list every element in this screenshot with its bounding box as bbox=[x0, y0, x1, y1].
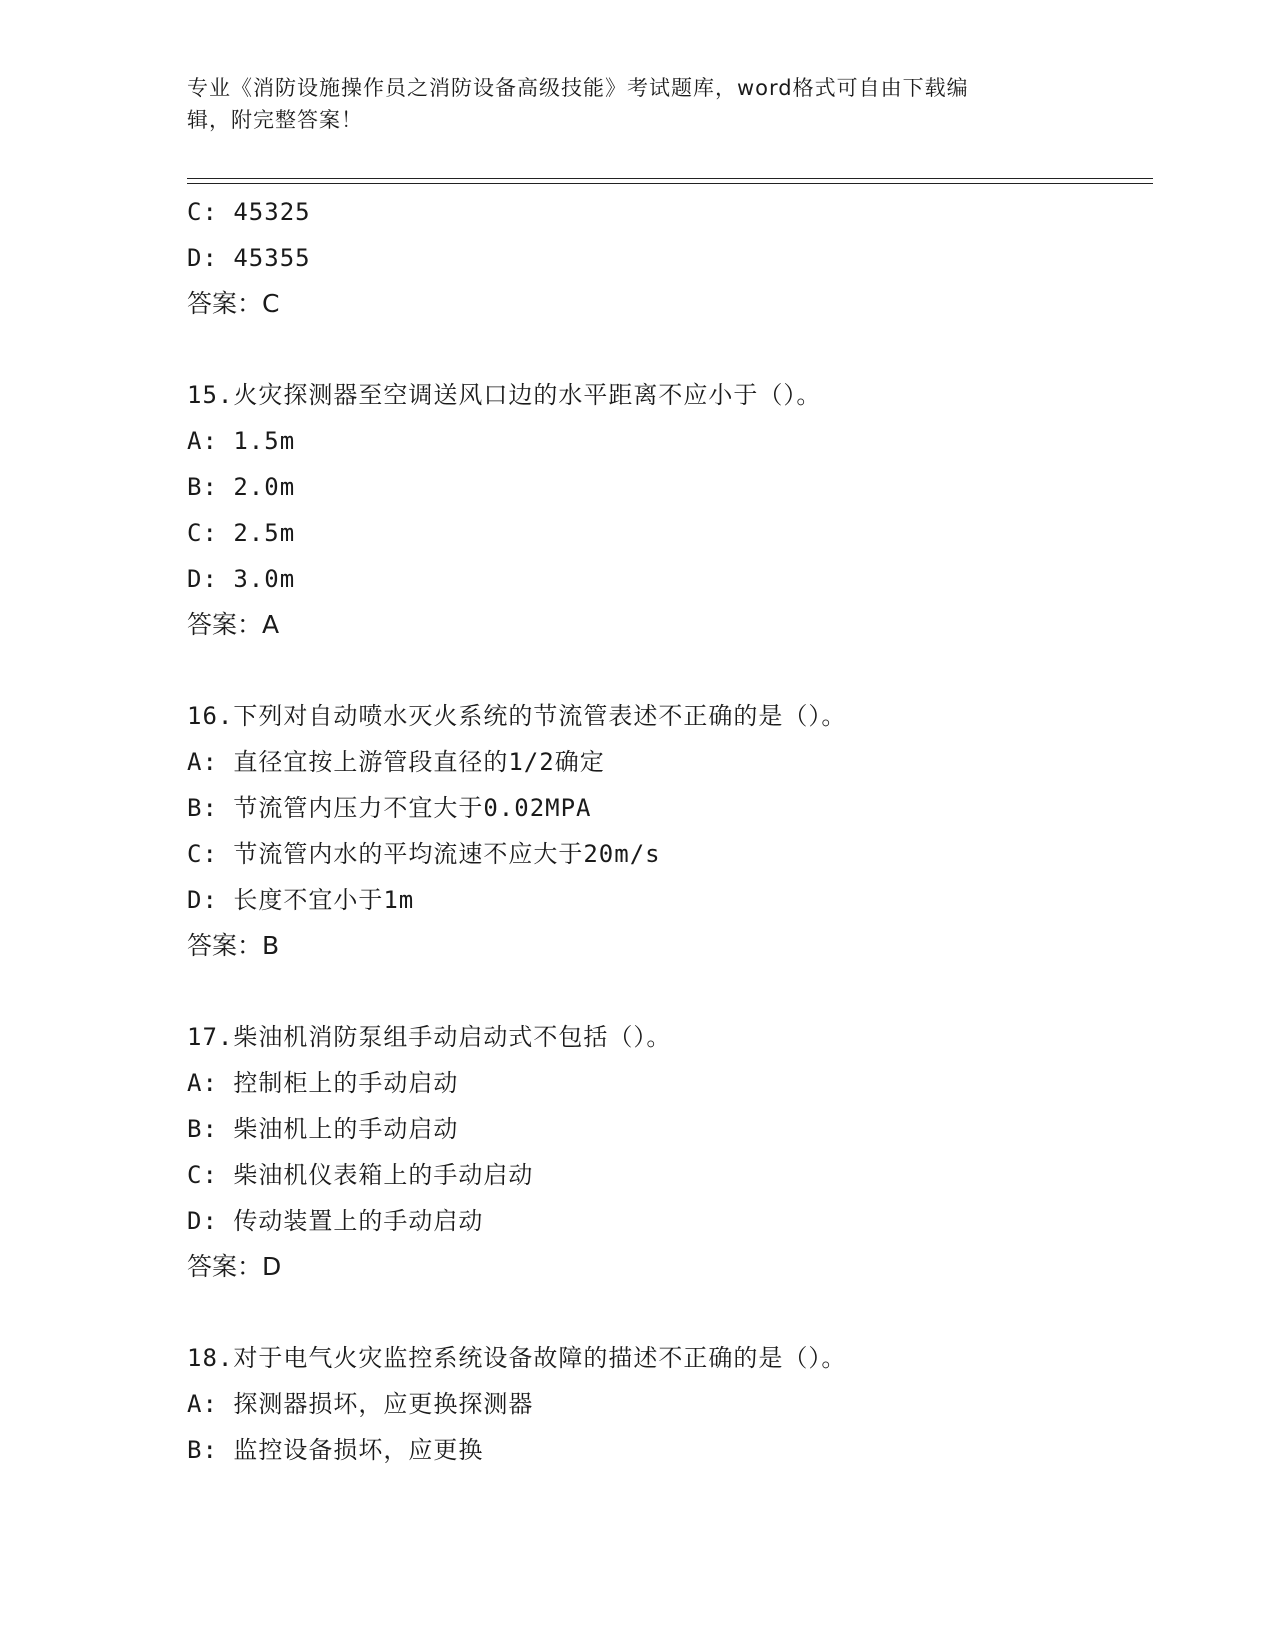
spacer bbox=[187, 969, 1153, 1014]
question-16 bbox=[187, 693, 1153, 969]
header-divider-bottom bbox=[187, 183, 1153, 184]
question-stem: 16.下列对自动喷水灭火系统的节流管表述不正确的是（）。 bbox=[187, 702, 847, 730]
option-d: D: 3.0m bbox=[187, 565, 296, 593]
spacer bbox=[187, 327, 1153, 372]
answer-line: 答案：D bbox=[187, 1252, 282, 1281]
option-c: C: 柴油机仪表箱上的手动启动 bbox=[187, 1161, 534, 1189]
option-b: B: 柴油机上的手动启动 bbox=[187, 1115, 459, 1143]
header-line-2: 辑，附完整答案！ bbox=[187, 108, 363, 132]
option-b: B: 2.0m bbox=[187, 473, 296, 501]
question-list bbox=[187, 189, 1153, 1473]
option-a: A: 1.5m bbox=[187, 427, 296, 455]
answer-line: 答案：C bbox=[187, 289, 280, 318]
option-c: C: 2.5m bbox=[187, 519, 296, 547]
option-d: D: 传动装置上的手动启动 bbox=[187, 1207, 484, 1235]
document-header bbox=[187, 72, 1087, 136]
question-stem: 18.对于电气火灾监控系统设备故障的描述不正确的是（）。 bbox=[187, 1344, 847, 1372]
option-a: A: 控制柜上的手动启动 bbox=[187, 1069, 459, 1097]
option-d: D: 长度不宜小于1m bbox=[187, 886, 415, 914]
question-15 bbox=[187, 372, 1153, 648]
question-17 bbox=[187, 1014, 1153, 1290]
option-c: C: 45325 bbox=[187, 198, 311, 226]
option-a: A: 直径宜按上游管段直径的1/2确定 bbox=[187, 748, 605, 776]
header-line-1: 专业《消防设施操作员之消防设备高级技能》考试题库，word格式可自由下载编 bbox=[187, 76, 969, 100]
option-b: B: 监控设备损坏，应更换 bbox=[187, 1436, 484, 1464]
question-stem: 17.柴油机消防泵组手动启动式不包括（）。 bbox=[187, 1023, 672, 1051]
spacer bbox=[187, 1290, 1153, 1335]
option-d: D: 45355 bbox=[187, 244, 311, 272]
answer-line: 答案：A bbox=[187, 610, 280, 639]
option-a: A: 探测器损坏，应更换探测器 bbox=[187, 1390, 534, 1418]
question-18 bbox=[187, 1335, 1153, 1473]
option-c: C: 节流管内水的平均流速不应大于20m/s bbox=[187, 840, 661, 868]
spacer bbox=[187, 648, 1153, 693]
question-14-continued bbox=[187, 189, 1153, 327]
question-stem: 15.火灾探测器至空调送风口边的水平距离不应小于（）。 bbox=[187, 381, 822, 409]
header-divider-top bbox=[187, 178, 1153, 179]
option-b: B: 节流管内压力不宜大于0.02MPA bbox=[187, 794, 592, 822]
answer-line: 答案：B bbox=[187, 931, 280, 960]
